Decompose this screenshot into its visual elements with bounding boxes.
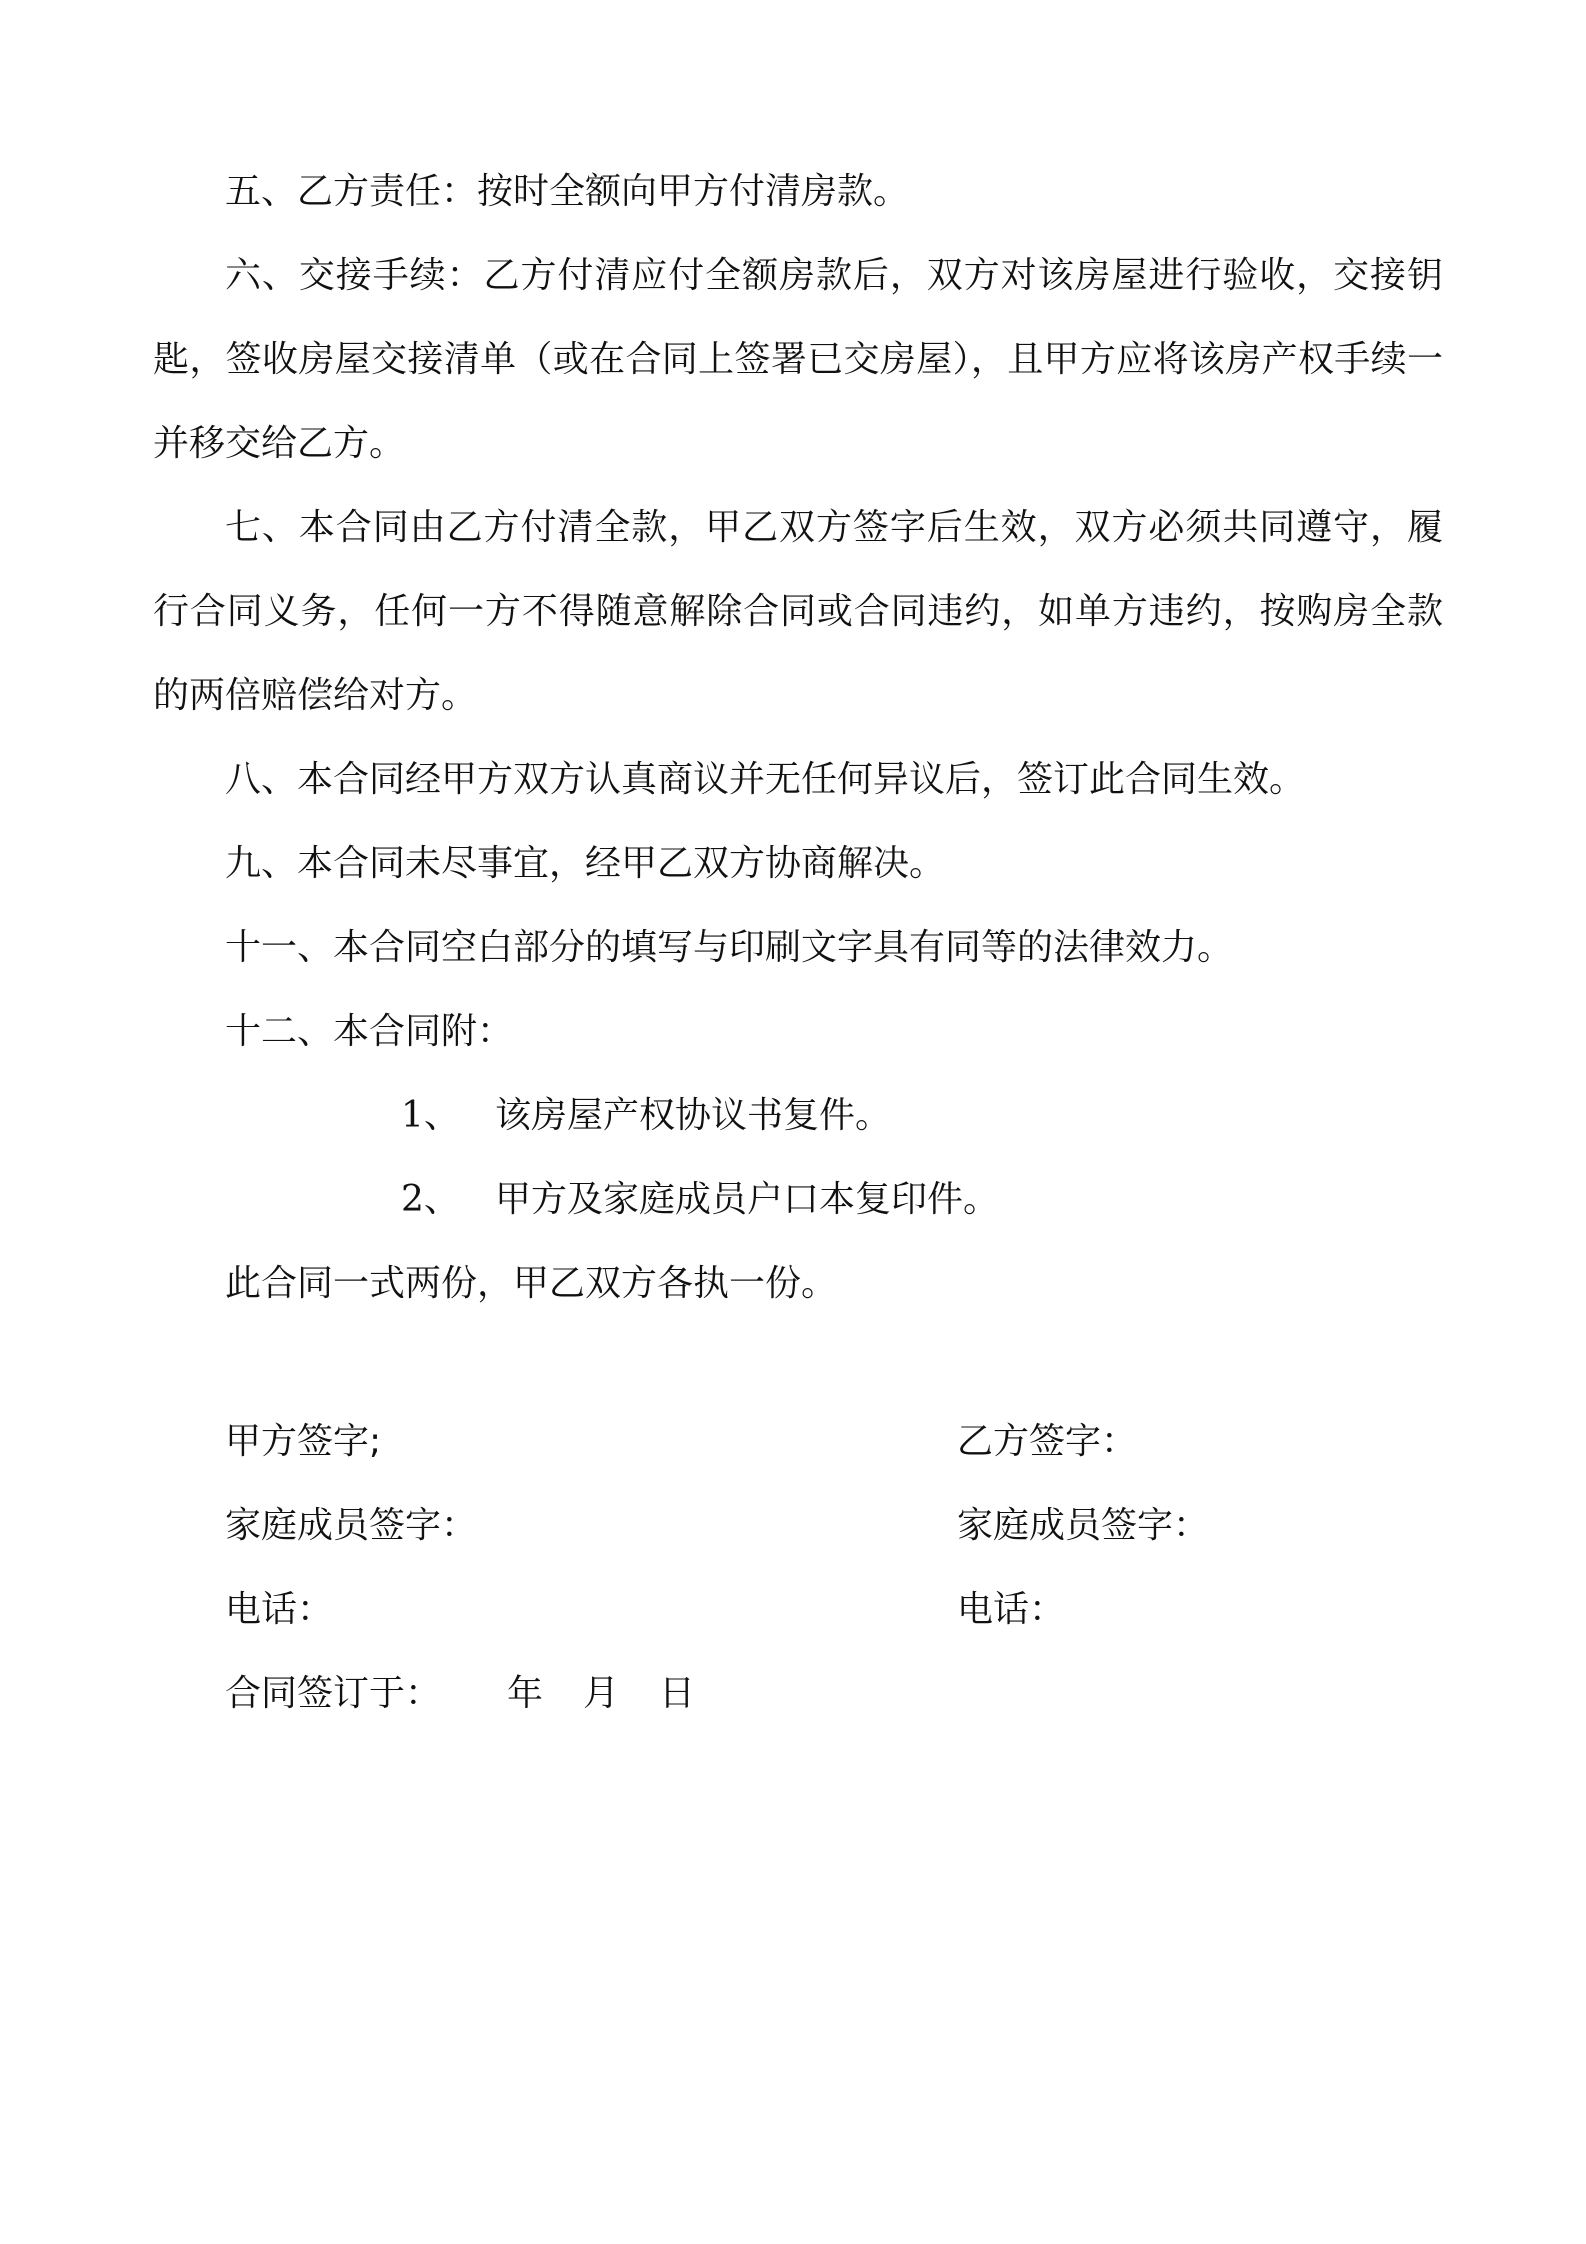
attachment-number: 1、 xyxy=(401,1095,460,1136)
signature-row-family xyxy=(153,1484,1443,1568)
party-b-signature-label: 乙方签字： xyxy=(957,1421,1138,1462)
attachment-item xyxy=(153,1158,1443,1242)
clause-5: 五、乙方责任：按时全额向甲方付清房款。 xyxy=(225,171,910,212)
clause-7: 七、本合同由乙方付清全款，甲乙双方签字后生效，双方必须共同遵守，履行合同义务，任何一方不得随意解除合同或合同违约，如单方违约，按购房全款的两倍赔偿给对方。 xyxy=(153,507,1443,716)
attachment-text: 该房屋产权协议书复件。 xyxy=(495,1095,892,1136)
date-day-label: 日 xyxy=(659,1673,696,1714)
attachment-number: 2、 xyxy=(401,1179,460,1220)
phone-a-label: 电话： xyxy=(225,1589,334,1630)
clause-9: 九、本合同未尽事宜，经甲乙双方协商解决。 xyxy=(225,843,946,884)
contract-body xyxy=(153,150,1443,1326)
signature-row-phone xyxy=(153,1568,1443,1652)
signing-date-row xyxy=(153,1652,1443,1736)
phone-b-label: 电话： xyxy=(957,1589,1066,1630)
signing-date-label: 合同签订于： xyxy=(225,1673,442,1714)
copies-note: 此合同一式两份，甲乙双方各执一份。 xyxy=(225,1263,838,1304)
attachment-text: 甲方及家庭成员户口本复印件。 xyxy=(495,1179,1000,1220)
date-month-label: 月 xyxy=(583,1673,620,1714)
clause-8: 八、本合同经甲方双方认真商议并无任何异议后，签订此合同生效。 xyxy=(225,759,1306,800)
family-b-signature-label: 家庭成员签字： xyxy=(957,1505,1210,1546)
clause-6: 六、交接手续：乙方付清应付全额房款后，双方对该房屋进行验收，交接钥匙，签收房屋交接清单（或在合同上签署已交房屋），且甲方应将该房产权手续一并移交给乙方。 xyxy=(153,255,1443,464)
clause-12: 十二、本合同附： xyxy=(225,1011,514,1052)
party-a-signature-label: 甲方签字; xyxy=(225,1421,382,1462)
clause-11: 十一、本合同空白部分的填写与印刷文字具有同等的法律效力。 xyxy=(225,927,1234,968)
signature-row-party xyxy=(153,1400,1443,1484)
date-year-label: 年 xyxy=(507,1673,544,1714)
signature-section xyxy=(153,1400,1443,1736)
family-a-signature-label: 家庭成员签字： xyxy=(225,1505,478,1546)
attachment-item xyxy=(153,1074,1443,1158)
